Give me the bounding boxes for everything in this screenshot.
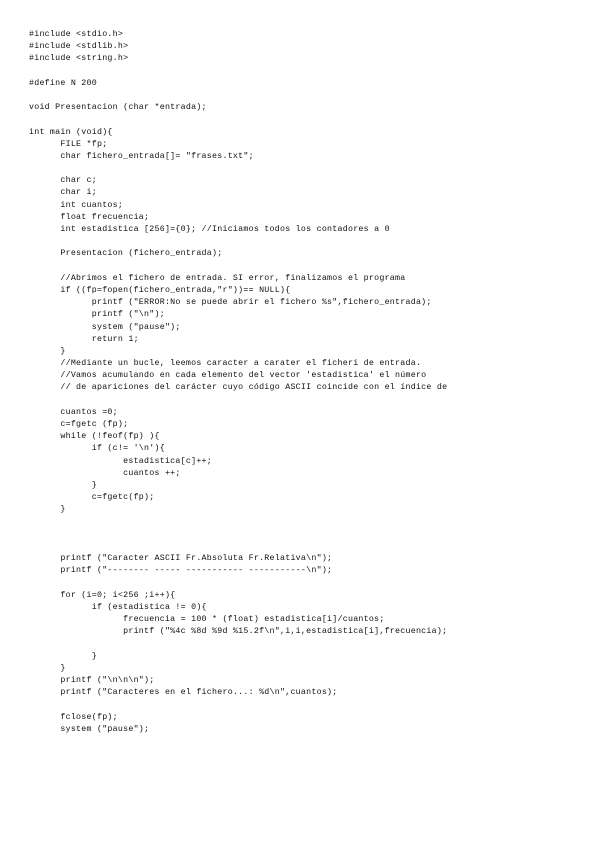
code-line: void Presentacion (char *entrada); [29,103,207,113]
code-line: } [29,651,97,661]
code-line: FILE *fp; [29,139,108,149]
code-line [29,517,594,529]
code-line: #include <stdlib.h> [29,42,129,52]
code-line: cuantos ++; [29,468,181,478]
code-line: // de apariciones del carácter cuyo código ASCII coincide con el índice de [29,383,448,393]
code-line: printf ("-------- ----- ----------- -----------\n"); [29,566,333,576]
code-line: printf ("\n\n\n"); [29,675,155,685]
code-line [29,395,594,407]
code-line: printf ("ERROR:No se puede abrir el fichero %s",fichero_entrada); [29,298,432,308]
code-line: frecuencia = 100 * (float) estadistica[i]/cuantos; [29,615,385,624]
code-line [29,261,594,273]
code-listing [29,29,594,736]
code-line: estadistica[c]++; [29,456,213,466]
code-line: system ("pause"); [29,724,150,734]
code-line: //Abrimos el fichero de entrada. SI error, finalizamos el programa [29,273,406,283]
code-line: fclose(fp); [29,712,118,722]
code-line: //Vamos acumulando en cada elemento del vector 'estadistica' el número [29,371,427,381]
code-line: } [29,480,97,490]
code-line: if ((fp=fopen(fichero_entrada,"r"))== NULL){ [29,285,291,295]
code-line: Presentacion (fichero_entrada); [29,249,223,259]
code-line [29,577,594,589]
code-line: char c; [29,176,97,186]
code-line: #include <string.h> [29,54,129,64]
code-line [29,529,594,541]
code-line: c=fgetc (fp); [29,420,129,429]
code-line: float frecuencia; [29,212,150,222]
code-line: int main (void){ [29,127,113,137]
code-line: char fichero_entrada[]= "frases.txt"; [29,151,254,161]
code-line: } [29,346,66,356]
code-line: int cuantos; [29,200,124,210]
code-line [29,541,594,553]
code-line: #define N 200 [29,78,97,88]
code-line [29,90,594,102]
code-line [29,163,594,175]
code-line: return 1; [29,334,139,344]
code-line [29,638,594,650]
code-line: for (i=0; i<256 ;i++){ [29,590,176,600]
code-line [29,236,594,248]
code-line: if (estadistica != 0){ [29,602,207,612]
code-line: c=fgetc(fp); [29,493,155,503]
code-line: printf ("Caracteres en el fichero...: %d\n",cuantos); [29,688,338,698]
code-line: cuantos =0; [29,407,118,417]
code-line [29,66,594,78]
code-line: //Mediante un bucle, leemos caracter a carater el ficheri de entrada. [29,359,422,369]
code-line: } [29,505,66,515]
code-line [29,114,594,126]
code-line: char i; [29,188,97,198]
code-line: int estadistica [256]={0}; //Iniciamos todos los contadores a 0 [29,225,390,234]
code-line: #include <stdio.h> [29,30,124,39]
code-line: } [29,663,66,673]
code-line: printf ("Caracter ASCII Fr.Absoluta Fr.Relativa\n"); [29,554,333,564]
code-line: while (!feof(fp) ){ [29,432,160,442]
code-line: if (c!= '\n'){ [29,444,165,454]
code-line: system ("pause"); [29,322,181,332]
code-line: printf ("\n"); [29,310,165,320]
code-line: printf ("%4c %8d %9d %15.2f\n",i,i,estadistica[i],frecuencia); [29,627,448,637]
code-line [29,699,594,711]
